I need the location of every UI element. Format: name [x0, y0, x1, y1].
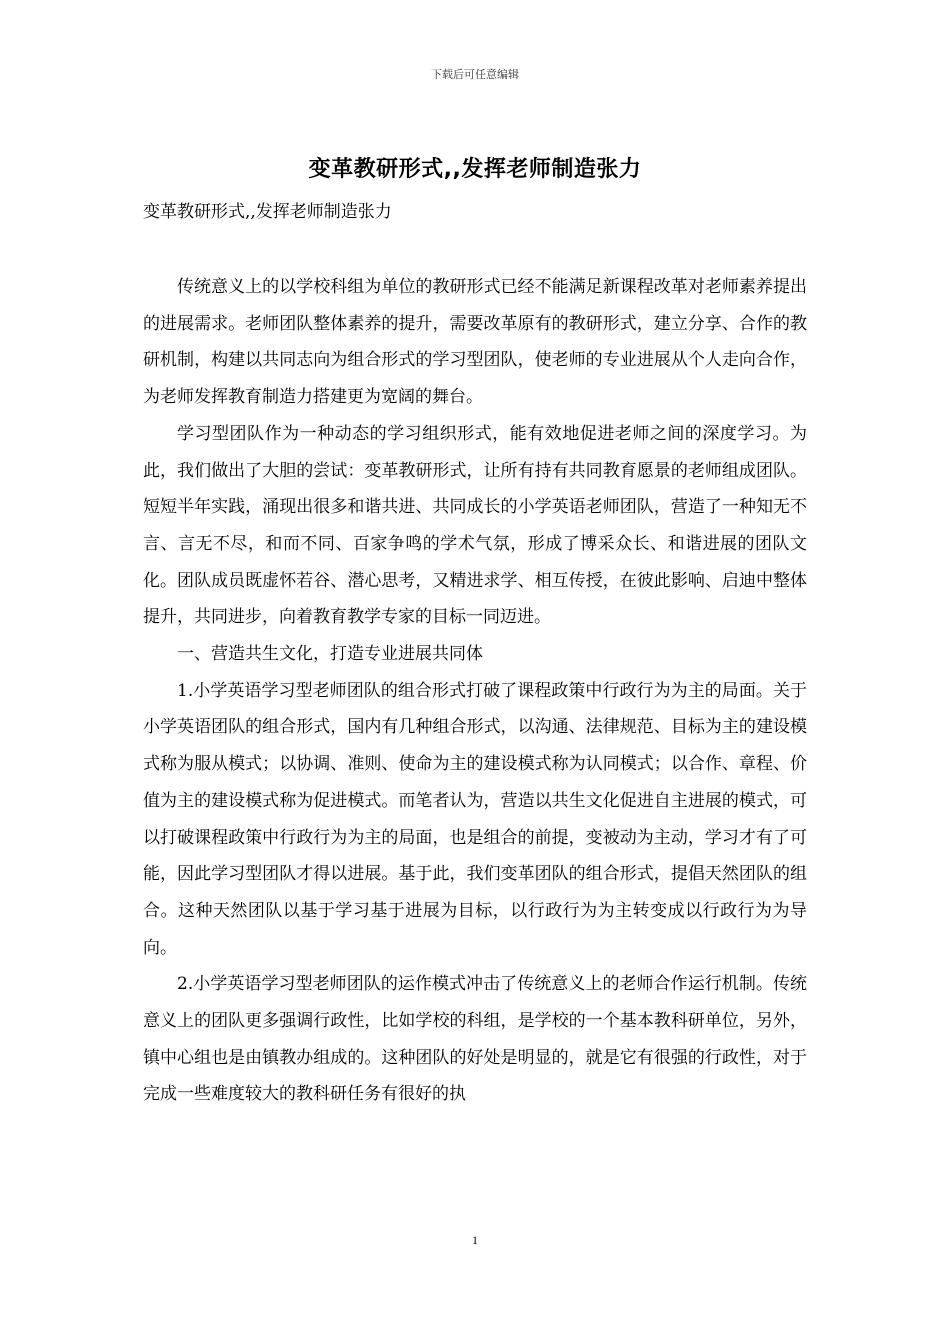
document-title: 变革教研形式,,发挥老师制造张力 — [308, 157, 642, 182]
paragraph-team: 学习型团队作为一种动态的学习组织形式，能有效地促进老师之间的深度学习。为此，我们做出了大胆的尝试：变革教研形式，让所有持有共同教育愿景的老师组成团队。短短半年实践，涌现出很多和谐共进、共同成长的小学英语老师团队，营造了一种知无不言、言无不尽，和而不同、百家争鸣的学术气氛，形成了博采众长、和谐进展的团队文化。团队成员既虚怀若谷、潜心思考，又精进求学、相互传授，在彼此影响、启迪中整体提升，共同进步，向着教育教学专家的目标一同迈进。 — [143, 423, 807, 628]
paragraph-point-1: 1.小学英语学习型老师团队的组合形式打破了课程政策中行政行为为主的局面。关于小学英语团队的组合形式，国内有几种组合形式，以沟通、法律规范、目标为主的建设模式称为服从模式；以协调、准则、使命为主的建设模式称为认同模式；以合作、章程、价值为主的建设模式称为促进模式。而笔者认为，营造以共生文化促进自主进展的模式，可以打破课程政策中行政行为为主的局面，也是组合的前提，变被动为主动，学习才有了可能，因此学习型团队才得以进展。基于此，我们变革团队的组合形式，提倡天然团队的组合。这种天然团队以基于学习基于进展为目标，以行政行为为主转变成以行政行为为导向。 — [143, 680, 807, 958]
document-subtitle: 变革教研形式,,发挥老师制造张力 — [143, 202, 392, 222]
paragraph-intro: 传统意义上的以学校科组为单位的教研形式已经不能满足新课程改革对老师素养提出的进展需求。老师团队整体素养的提升，需要改革原有的教研形式，建立分享、合作的教研机制，构建以共同志向为组合形式的学习型团队，使老师的专业进展从个人走向合作，为老师发挥教育制造力搭建更为宽阔的舞台。 — [143, 277, 807, 408]
document-body — [143, 269, 807, 1113]
page-number: 1 — [472, 1233, 478, 1247]
section-heading-1: 一、营造共生文化，打造专业进展共同体 — [177, 644, 483, 665]
header-note: 下载后可任意编辑 — [431, 68, 519, 81]
paragraph-point-2: 2.小学英语学习型老师团队的运作模式冲击了传统意义上的老师合作运行机制。传统意义上的团队更多强调行政性，比如学校的科组，是学校的一个基本教科研单位，另外，镇中心组也是由镇教办组成的。这种团队的好处是明显的，就是它有很强的行政性，对于完成一些难度较大的教科研任务有很好的执 — [143, 974, 807, 1105]
